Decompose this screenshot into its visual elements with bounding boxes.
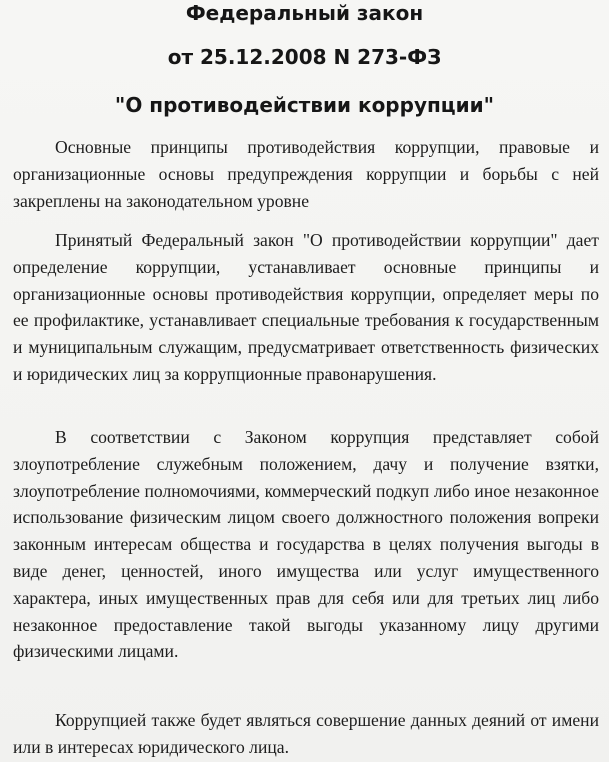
document-title: Федеральный закон [185, 1, 424, 25]
paragraph-2 [13, 227, 599, 388]
document-law-name: "О противодействии коррупции" [114, 93, 495, 117]
paragraph-2-text: Принятый Федеральный закон "О противодействии коррупции" дает определение коррупции, устанавливает основные принципы и организационные основы противодействия коррупции, определяет меры по ее профилактике, устанавливает специальные требования к государственным и муниципальным служащим, предусматривает ответственность физических и юридических лиц за коррупционные правонарушения. [13, 230, 599, 384]
paragraph-1 [13, 134, 599, 214]
document-date-number: от 25.12.2008 N 273-ФЗ [167, 45, 442, 69]
paragraph-3 [13, 424, 599, 665]
paragraph-3-text: В соответствии с Законом коррупция представляет собой злоупотребление служебным положением, дачу и получение взятки, злоупотребление полномочиями, коммерческий подкуп либо иное незаконное использование физическим лицом своего должностного положения вопреки законным интересам общества и государства в целях получения выгоды в виде денег, ценностей, иного имущества или услуг имущественного характера, иных имущественных прав для себя или для третьих лиц либо незаконное предоставление такой выгоды указанному лицу другими физическими лицами. [13, 427, 599, 662]
paragraph-4 [13, 707, 599, 761]
paragraph-1-text: Основные принципы противодействия коррупции, правовые и организационные основы предупреждения коррупции и борьбы с ней закреплены на законодательном уровне [13, 137, 599, 211]
paragraph-4-text: Коррупцией также будет являться совершение данных деяний от имени или в интересах юридического лица. [13, 710, 599, 757]
